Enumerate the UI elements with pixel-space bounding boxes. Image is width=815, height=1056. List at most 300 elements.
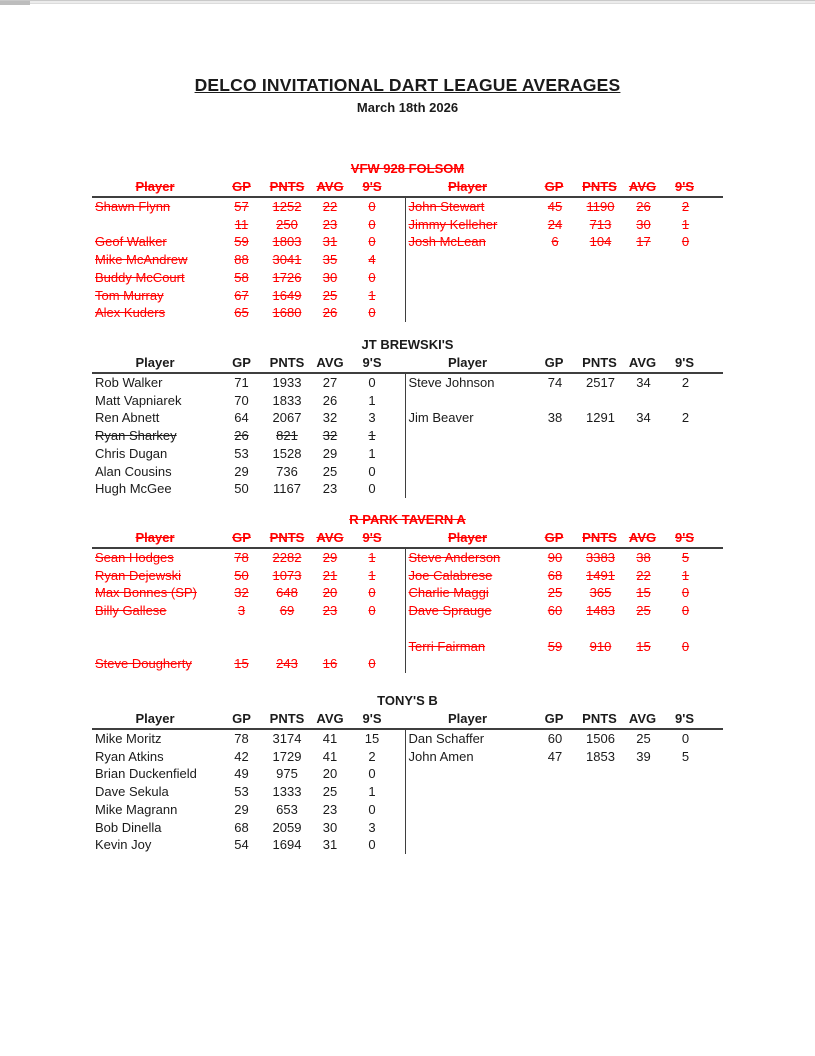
page-date: March 18th 2026 xyxy=(356,100,459,115)
column-header-player: Player xyxy=(135,711,175,726)
left-table xyxy=(92,374,405,498)
table-row xyxy=(406,584,718,602)
table-row xyxy=(406,392,718,410)
gp-cell: 67 xyxy=(234,287,249,303)
table-row xyxy=(406,819,718,837)
gp-cell xyxy=(532,304,579,322)
pnts-cell xyxy=(579,783,623,801)
gp-cell xyxy=(532,836,579,854)
avg-cell xyxy=(623,304,665,322)
gp-cell: 49 xyxy=(234,766,249,782)
gp-cell xyxy=(218,620,265,638)
table-row xyxy=(406,638,718,656)
right-table xyxy=(405,198,718,322)
table-body xyxy=(92,198,723,322)
nines-cell xyxy=(665,287,707,305)
pnts-cell: 910 xyxy=(589,638,612,654)
pnts-cell: 1491 xyxy=(586,567,615,583)
pnts-cell: 1726 xyxy=(272,269,302,285)
table-row xyxy=(92,783,405,801)
column-header-avg: AVG xyxy=(628,530,657,545)
table-row xyxy=(92,304,405,322)
player-cell xyxy=(406,251,532,269)
nines-cell: 0 xyxy=(681,638,690,654)
table-row xyxy=(406,304,718,322)
nines-cell: 0 xyxy=(681,731,690,746)
nines-cell: 2 xyxy=(681,375,690,390)
right-table-header xyxy=(405,354,718,372)
pnts-cell: 104 xyxy=(589,234,612,250)
pnts-cell xyxy=(579,287,623,305)
pnts-cell xyxy=(579,304,623,322)
pnts-cell: 1680 xyxy=(272,305,302,321)
column-header-avg: AVG xyxy=(628,711,657,726)
pnts-cell xyxy=(579,463,623,481)
pnts-cell: 1729 xyxy=(272,748,302,764)
pnts-cell: 2059 xyxy=(272,819,302,835)
pnts-cell: 1528 xyxy=(272,445,302,461)
table-body xyxy=(92,549,723,673)
table-row xyxy=(406,730,718,748)
gp-cell: 3 xyxy=(237,603,246,619)
league-section xyxy=(92,511,723,673)
gp-cell: 57 xyxy=(234,199,249,214)
pnts-cell: 1291 xyxy=(586,410,615,426)
player-cell: Geof Walker xyxy=(95,234,167,250)
gp-cell xyxy=(532,269,579,287)
nines-cell: 2 xyxy=(368,748,376,764)
table-row xyxy=(406,445,718,463)
table-body xyxy=(92,374,723,498)
nines-cell: 1 xyxy=(368,550,376,565)
table-row xyxy=(92,445,405,463)
pnts-cell: 3383 xyxy=(586,550,615,565)
avg-cell: 41 xyxy=(322,731,338,746)
column-header-player: Player xyxy=(447,530,488,545)
gp-cell: 26 xyxy=(234,428,249,444)
player-cell: Hugh McGee xyxy=(95,481,172,497)
nines-cell: 0 xyxy=(681,234,690,250)
avg-cell xyxy=(623,765,665,783)
avg-cell: 34 xyxy=(636,375,651,390)
player-cell: Rob Walker xyxy=(95,375,163,390)
player-cell: Brian Duckenfield xyxy=(95,766,197,782)
table-row xyxy=(92,463,405,481)
gp-cell: 68 xyxy=(234,819,249,835)
gp-cell: 59 xyxy=(234,234,249,250)
nines-cell: 0 xyxy=(368,375,376,390)
player-cell xyxy=(406,392,532,410)
player-cell: Mike Moritz xyxy=(95,731,162,746)
pnts-cell xyxy=(579,251,623,269)
gp-cell: 15 xyxy=(234,656,249,672)
avg-cell: 25 xyxy=(322,287,338,303)
gp-cell xyxy=(532,251,579,269)
avg-cell: 32 xyxy=(322,410,338,426)
gp-cell xyxy=(532,392,579,410)
table-row xyxy=(406,480,718,498)
player-cell: Terri Fairman xyxy=(408,638,486,654)
gp-cell xyxy=(532,480,579,498)
table-header-row xyxy=(92,529,723,547)
player-cell: Jim Beaver xyxy=(408,410,474,426)
table-row xyxy=(92,567,405,585)
avg-cell: 15 xyxy=(636,638,651,654)
player-cell: Tom Murray xyxy=(95,287,164,303)
nines-cell: 15 xyxy=(364,731,380,746)
nines-cell: 0 xyxy=(368,234,376,250)
avg-cell: 35 xyxy=(322,252,338,268)
player-cell xyxy=(406,463,532,481)
player-cell: Chris Dugan xyxy=(95,445,168,461)
nines-cell: 0 xyxy=(368,837,376,853)
table-row xyxy=(92,602,405,620)
pnts-cell: 69 xyxy=(279,603,295,619)
nines-cell: 3 xyxy=(368,819,376,835)
player-cell: Jimmy Kelleher xyxy=(408,216,498,232)
avg-cell xyxy=(623,480,665,498)
nines-cell: 0 xyxy=(368,269,376,285)
gp-cell: 11 xyxy=(234,216,249,232)
left-table-header xyxy=(92,354,405,372)
player-cell xyxy=(406,765,532,783)
table-row xyxy=(406,620,718,638)
left-table-header xyxy=(92,178,405,196)
player-cell xyxy=(92,638,218,656)
league-section xyxy=(92,336,723,498)
player-cell: John Amen xyxy=(408,748,474,764)
pnts-cell: 2067 xyxy=(272,410,302,426)
column-header-gp: GP xyxy=(232,355,251,370)
avg-cell: 26 xyxy=(322,305,338,321)
right-table-header xyxy=(405,529,718,547)
gp-cell: 71 xyxy=(234,375,249,390)
gp-cell: 64 xyxy=(234,410,249,426)
column-header-pnts: PNTS xyxy=(269,355,305,370)
avg-cell xyxy=(623,819,665,837)
table-row xyxy=(406,216,718,234)
player-cell: Kevin Joy xyxy=(95,837,152,853)
pnts-cell: 713 xyxy=(589,216,612,232)
pnts-cell xyxy=(579,655,623,673)
column-header-pnts: PNTS xyxy=(269,711,305,726)
league-section xyxy=(92,160,723,322)
nines-cell: 1 xyxy=(368,287,376,303)
gp-cell: 88 xyxy=(234,252,249,268)
gp-cell: 38 xyxy=(547,410,563,426)
column-header-pnts: PNTS xyxy=(582,355,617,370)
avg-cell: 23 xyxy=(322,801,338,817)
player-cell: Ryan Atkins xyxy=(95,748,164,764)
avg-cell: 16 xyxy=(322,656,338,672)
player-cell xyxy=(406,836,532,854)
player-cell: Shawn Flynn xyxy=(95,199,171,214)
nines-cell: 0 xyxy=(368,305,376,321)
gp-cell xyxy=(532,287,579,305)
nines-cell xyxy=(665,427,707,445)
pnts-cell: 648 xyxy=(276,585,298,601)
nines-cell xyxy=(665,463,707,481)
pnts-cell: 2282 xyxy=(272,550,302,565)
nines-cell: 0 xyxy=(368,766,376,782)
nines-cell: 0 xyxy=(368,801,376,817)
page-title: DELCO INVITATIONAL DART LEAGUE AVERAGES xyxy=(194,75,621,95)
avg-cell xyxy=(623,783,665,801)
table-row xyxy=(406,427,718,445)
table-row xyxy=(92,730,405,748)
gp-cell: 60 xyxy=(547,731,563,746)
player-cell xyxy=(406,427,532,445)
table-row xyxy=(406,765,718,783)
nines-cell: 0 xyxy=(368,199,376,214)
column-header-nines: 9'S xyxy=(362,530,382,545)
nines-cell xyxy=(665,445,707,463)
column-header-nines: 9'S xyxy=(675,179,694,194)
avg-cell: 31 xyxy=(322,234,338,250)
left-table xyxy=(92,730,405,854)
table-row xyxy=(406,409,718,427)
table-row xyxy=(92,251,405,269)
avg-cell: 21 xyxy=(322,567,338,583)
avg-cell xyxy=(623,269,665,287)
avg-cell: 22 xyxy=(636,567,651,583)
avg-cell xyxy=(309,638,351,656)
gp-cell: 78 xyxy=(234,550,249,565)
pnts-cell: 1333 xyxy=(272,784,302,800)
gp-cell: 45 xyxy=(547,199,563,214)
table-row xyxy=(406,748,718,766)
player-cell: Charlie Maggi xyxy=(408,585,489,601)
avg-cell xyxy=(623,392,665,410)
table-row xyxy=(406,374,718,392)
nines-cell xyxy=(665,801,707,819)
page-top-corner-mark xyxy=(0,1,30,5)
gp-cell xyxy=(532,783,579,801)
table-row xyxy=(406,269,718,287)
table-row xyxy=(92,748,405,766)
gp-cell xyxy=(532,620,579,638)
player-cell: John Stewart xyxy=(408,199,485,214)
pnts-cell: 1073 xyxy=(272,567,302,583)
avg-cell: 15 xyxy=(636,585,651,601)
avg-cell: 27 xyxy=(322,375,338,390)
player-cell: Sean Hodges xyxy=(95,550,174,565)
gp-cell xyxy=(532,655,579,673)
pnts-cell: 250 xyxy=(276,216,298,232)
column-header-nines: 9'S xyxy=(675,711,694,726)
gp-cell: 24 xyxy=(547,216,563,232)
avg-cell: 26 xyxy=(636,199,651,214)
column-header-avg: AVG xyxy=(316,530,344,545)
avg-cell: 22 xyxy=(322,199,338,214)
player-cell: Steve Dougherty xyxy=(95,656,192,672)
avg-cell: 25 xyxy=(636,731,651,746)
pnts-cell: 1483 xyxy=(586,603,615,619)
gp-cell: 74 xyxy=(547,375,563,390)
avg-cell: 29 xyxy=(322,445,338,461)
avg-cell xyxy=(623,801,665,819)
player-cell: Alan Cousins xyxy=(95,463,172,479)
nines-cell xyxy=(665,480,707,498)
gp-cell: 54 xyxy=(234,837,249,853)
gp-cell: 65 xyxy=(234,305,249,321)
table-header-row xyxy=(92,178,723,196)
column-header-avg: AVG xyxy=(316,355,344,370)
nines-cell xyxy=(665,620,707,638)
table-header-row xyxy=(92,710,723,728)
avg-cell: 25 xyxy=(322,463,338,479)
table-row xyxy=(406,463,718,481)
table-row xyxy=(406,549,718,567)
nines-cell xyxy=(665,304,707,322)
player-cell xyxy=(406,620,532,638)
column-header-pnts: PNTS xyxy=(269,530,305,545)
gp-cell xyxy=(532,819,579,837)
pnts-cell: 821 xyxy=(276,428,298,444)
column-header-avg: AVG xyxy=(316,711,344,726)
table-row xyxy=(92,287,405,305)
avg-cell: 25 xyxy=(322,784,338,800)
gp-cell: 90 xyxy=(547,550,563,565)
column-header-nines: 9'S xyxy=(362,179,382,194)
avg-cell: 30 xyxy=(322,269,338,285)
player-cell xyxy=(406,304,532,322)
player-cell: Billy Gallese xyxy=(95,603,167,619)
column-header-avg: AVG xyxy=(628,355,657,370)
left-table-header xyxy=(92,710,405,728)
table-row xyxy=(92,655,405,673)
right-table-header xyxy=(405,710,718,728)
gp-cell xyxy=(532,765,579,783)
column-header-gp: GP xyxy=(544,530,564,545)
column-header-gp: GP xyxy=(544,179,564,194)
table-row xyxy=(406,251,718,269)
gp-cell: 68 xyxy=(547,567,563,583)
table-row xyxy=(92,269,405,287)
nines-cell: 1 xyxy=(368,567,376,583)
column-header-player: Player xyxy=(447,711,488,726)
left-table xyxy=(92,198,405,322)
player-cell xyxy=(406,655,532,673)
player-cell: Ryan Dejewski xyxy=(95,567,181,583)
pnts-cell: 1833 xyxy=(272,392,302,408)
player-cell: Steve Anderson xyxy=(408,550,501,565)
column-header-gp: GP xyxy=(544,711,564,726)
pnts-cell: 1803 xyxy=(272,234,302,250)
nines-cell: 3 xyxy=(368,410,376,426)
gp-cell xyxy=(532,445,579,463)
section-title: TONY'S B xyxy=(377,693,438,708)
left-table-header xyxy=(92,529,405,547)
avg-cell: 31 xyxy=(322,837,338,853)
pnts-cell: 1933 xyxy=(272,375,302,390)
player-cell: Max Bonnes (SP) xyxy=(95,585,197,601)
gp-cell: 70 xyxy=(234,392,249,408)
avg-cell xyxy=(623,463,665,481)
pnts-cell xyxy=(579,801,623,819)
player-cell: Dave Sprauge xyxy=(408,603,492,619)
avg-cell: 23 xyxy=(322,603,338,619)
column-header-gp: GP xyxy=(232,711,251,726)
avg-cell xyxy=(623,836,665,854)
pnts-cell: 1694 xyxy=(272,837,302,853)
gp-cell: 29 xyxy=(234,801,249,817)
section-title: VFW 928 FOLSOM xyxy=(350,161,465,176)
table-row xyxy=(406,783,718,801)
table-row xyxy=(92,836,405,854)
gp-cell: 32 xyxy=(234,585,249,601)
column-header-pnts: PNTS xyxy=(582,179,617,194)
nines-cell xyxy=(665,392,707,410)
pnts-cell xyxy=(579,765,623,783)
pnts-cell xyxy=(265,638,309,656)
table-body xyxy=(92,730,723,854)
avg-cell xyxy=(623,287,665,305)
nines-cell: 2 xyxy=(681,199,690,214)
nines-cell: 5 xyxy=(681,550,690,565)
avg-cell: 23 xyxy=(322,481,338,497)
player-cell: Josh McLean xyxy=(408,234,486,250)
pnts-cell xyxy=(579,392,623,410)
player-cell: Buddy McCourt xyxy=(95,269,185,285)
column-header-player: Player xyxy=(447,355,488,370)
left-table xyxy=(92,549,405,673)
avg-cell: 17 xyxy=(636,234,651,250)
avg-cell: 26 xyxy=(322,392,338,408)
player-cell xyxy=(406,445,532,463)
page-top-border xyxy=(0,0,815,4)
nines-cell: 1 xyxy=(368,445,376,461)
nines-cell: 0 xyxy=(368,656,376,672)
player-cell xyxy=(406,801,532,819)
pnts-cell xyxy=(265,620,309,638)
pnts-cell: 1167 xyxy=(273,481,301,497)
column-header-pnts: PNTS xyxy=(582,530,617,545)
nines-cell: 5 xyxy=(681,748,690,764)
table-row xyxy=(406,655,718,673)
nines-cell: 4 xyxy=(368,252,376,268)
nines-cell: 1 xyxy=(681,216,690,232)
table-row xyxy=(92,801,405,819)
pnts-cell: 736 xyxy=(276,463,298,479)
section-title: R PARK TAVERN A xyxy=(349,512,466,527)
player-cell xyxy=(406,287,532,305)
table-row xyxy=(406,287,718,305)
gp-cell: 78 xyxy=(234,731,249,746)
gp-cell: 53 xyxy=(234,445,249,461)
gp-cell: 29 xyxy=(234,463,249,479)
pnts-cell: 365 xyxy=(589,585,612,601)
right-table xyxy=(405,730,718,854)
sections-container xyxy=(92,160,723,854)
table-header-row xyxy=(92,354,723,372)
column-header-nines: 9'S xyxy=(675,355,694,370)
player-cell xyxy=(406,480,532,498)
table-row xyxy=(92,549,405,567)
gp-cell: 6 xyxy=(551,234,559,250)
gp-cell xyxy=(218,638,265,656)
pnts-cell: 653 xyxy=(276,801,298,817)
pnts-cell xyxy=(579,445,623,463)
pnts-cell: 243 xyxy=(276,656,298,672)
avg-cell: 30 xyxy=(636,216,651,232)
nines-cell xyxy=(351,638,393,656)
table-row xyxy=(92,216,405,234)
player-cell: Bob Dinella xyxy=(95,819,162,835)
right-table xyxy=(405,549,718,673)
column-header-avg: AVG xyxy=(316,179,344,194)
pnts-cell xyxy=(579,480,623,498)
